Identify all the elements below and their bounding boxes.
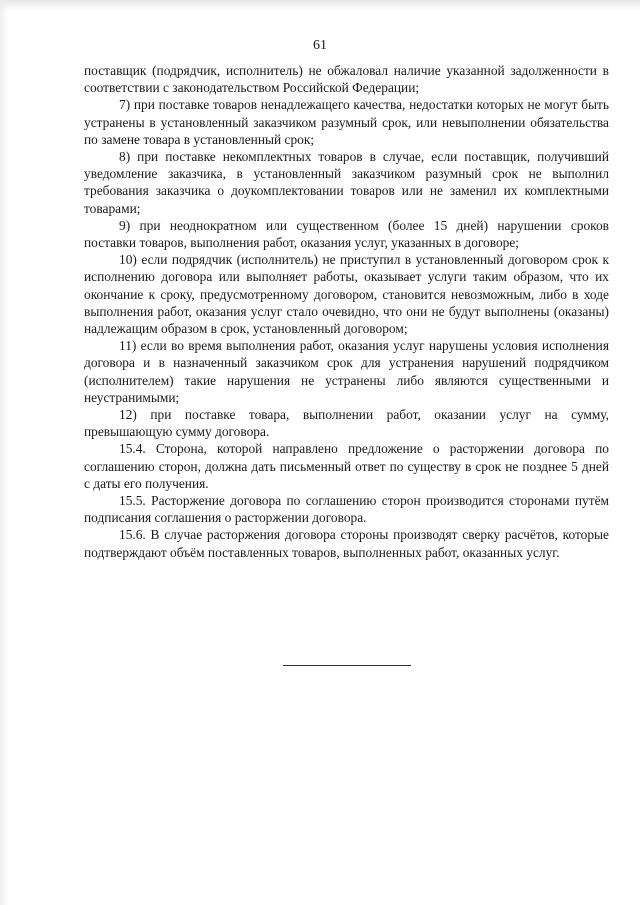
scan-edge-left xyxy=(0,0,8,905)
paragraph-15-5: 15.5. Расторжение договора по соглашению сторон производится сторонами путём подписания соглашения о расторжении договора. xyxy=(84,493,609,526)
page-number: 61 xyxy=(313,38,327,53)
end-of-text-rule xyxy=(283,665,411,666)
document-body xyxy=(84,62,609,561)
paragraph-item-9: 9) при неоднократном или существенном (более 15 дней) нарушении сроков поставки товаров, выполнения работ, оказания услуг, указанных в договоре; xyxy=(84,217,609,251)
paragraph-15-6: 15.6. В случае расторжения договора стороны производят сверку расчётов, которые подтверждают объём поставленных товаров, выполненных работ, оказанных услуг. xyxy=(84,527,609,560)
paragraph-continuation: поставщик (подрядчик, исполнитель) не обжаловал наличие указанной задолженности в соответствии с законодательством Российской Федерации; xyxy=(84,63,609,96)
paragraph-item-8: 8) при поставке некомплектных товаров в случае, если поставщик, получивший уведомление заказчика, в установленный заказчиком разумный срок не выполнил требования заказчика о доукомплектовании товаров или не заменил их комплектными товарами; xyxy=(84,149,609,216)
scan-edge-top xyxy=(0,0,640,10)
paragraph-15-4: 15.4. Сторона, которой направлено предложение о расторжении договора по соглашению сторон, должна дать письменный ответ по существу в срок не позднее 5 дней с даты его получения. xyxy=(84,441,609,491)
paragraph-item-11: 11) если во время выполнения работ, оказания услуг нарушены условия исполнения договора и в назначенный заказчиком срок для устранения нарушений подрядчиком (исполнителем) такие нарушения не устранены либо являются существенными и неустранимыми; xyxy=(84,338,609,405)
paragraph-item-7: 7) при поставке товаров ненадлежащего качества, недостатки которых не могут быть устранены в установленный заказчиком разумный срок, или невыполнении обязательства по замене товара в установленный срок; xyxy=(84,97,609,147)
paragraph-item-10: 10) если подрядчик (исполнитель) не приступил в установленный договором срок к исполнению договора или выполняет работы, оказывает услуги таким образом, что их окончание к сроку, предусмотренному договором, становится невозможным, либо в ходе выполнения работ, оказания услуг стало очевидно, что они не будут выполнены (оказаны) надлежащим образом в срок, установленный договором; xyxy=(84,252,609,337)
paragraph-item-12: 12) при поставке товара, выполнении работ, оказании услуг на сумму, превышающую сумму договора. xyxy=(84,407,609,440)
